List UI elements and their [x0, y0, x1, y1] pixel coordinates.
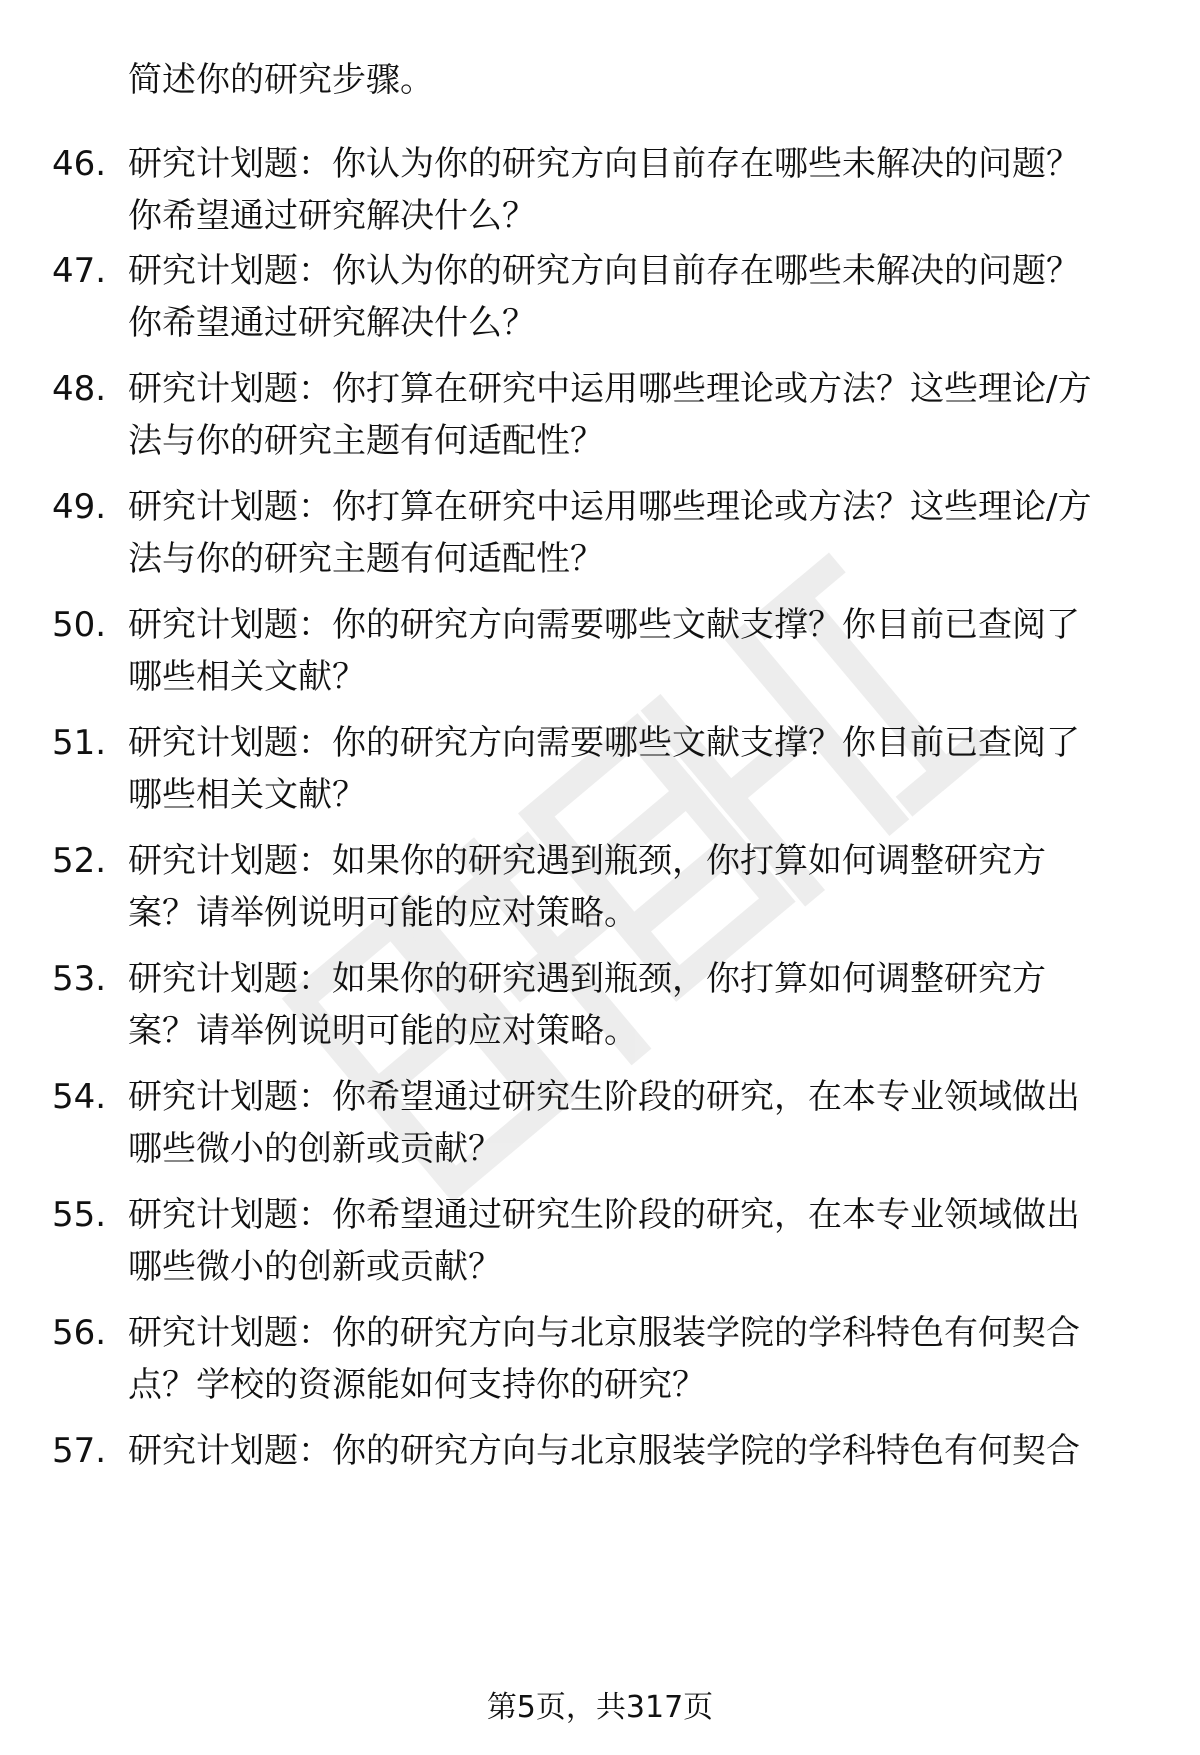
item-text-line: 研究计划题：你希望通过研究生阶段的研究，在本专业领域做出 [128, 1077, 1080, 1117]
item-text-line: 法与你的研究主题有何适配性？ [128, 539, 604, 579]
item-number: 49. [52, 487, 107, 527]
item-number: 46. [52, 144, 107, 184]
item-number: 51. [52, 723, 107, 763]
item-text-line: 研究计划题：你希望通过研究生阶段的研究，在本专业领域做出 [128, 1195, 1080, 1235]
item-number: 57. [52, 1431, 107, 1471]
item-text-line: 研究计划题：如果你的研究遇到瓶颈，你打算如何调整研究方 [128, 841, 1046, 881]
item-number: 47. [52, 251, 107, 291]
item-text-line: 研究计划题：你打算在研究中运用哪些理论或方法？这些理论/方 [128, 369, 1092, 409]
item-number: 48. [52, 369, 107, 409]
item-text-line: 研究计划题：你打算在研究中运用哪些理论或方法？这些理论/方 [128, 487, 1092, 527]
item-text-line: 你希望通过研究解决什么？ [128, 196, 536, 236]
item-number: 54. [52, 1077, 107, 1117]
item-text-line: 你希望通过研究解决什么？ [128, 303, 536, 343]
item-number: 53. [52, 959, 107, 999]
item-text-line: 研究计划题：你认为你的研究方向目前存在哪些未解决的问题？ [128, 144, 1080, 184]
item-text-line: 案？请举例说明可能的应对策略。 [128, 1011, 638, 1051]
item-text-line: 研究计划题：你的研究方向与北京服装学院的学科特色有何契合 [128, 1313, 1080, 1353]
item-number: 56. [52, 1313, 107, 1353]
item-text-line: 哪些相关文献？ [128, 775, 366, 815]
item-number: 52. [52, 841, 107, 881]
item-text-line: 研究计划题：你认为你的研究方向目前存在哪些未解决的问题？ [128, 251, 1080, 291]
item-text-line: 哪些微小的创新或贡献？ [128, 1247, 502, 1287]
item-number: 55. [52, 1195, 107, 1235]
item-text-line: 哪些微小的创新或贡献？ [128, 1129, 502, 1169]
item-text-line: 研究计划题：你的研究方向需要哪些文献支撑？你目前已查阅了 [128, 605, 1080, 645]
item-text-line: 研究计划题：你的研究方向需要哪些文献支撑？你目前已查阅了 [128, 723, 1080, 763]
item-number: 50. [52, 605, 107, 645]
page-number-footer: 第5页，共317页 [486, 1690, 714, 1725]
item-text-line: 研究计划题：如果你的研究遇到瓶颈，你打算如何调整研究方 [128, 959, 1046, 999]
item-text-line: 点？学校的资源能如何支持你的研究？ [128, 1365, 706, 1405]
item-text-line: 案？请举例说明可能的应对策略。 [128, 893, 638, 933]
item-text-line: 法与你的研究主题有何适配性？ [128, 421, 604, 461]
continuation-text: 简述你的研究步骤。 [128, 60, 434, 100]
item-text-line: 研究计划题：你的研究方向与北京服装学院的学科特色有何契合 [128, 1431, 1080, 1471]
item-text-line: 哪些相关文献？ [128, 657, 366, 697]
